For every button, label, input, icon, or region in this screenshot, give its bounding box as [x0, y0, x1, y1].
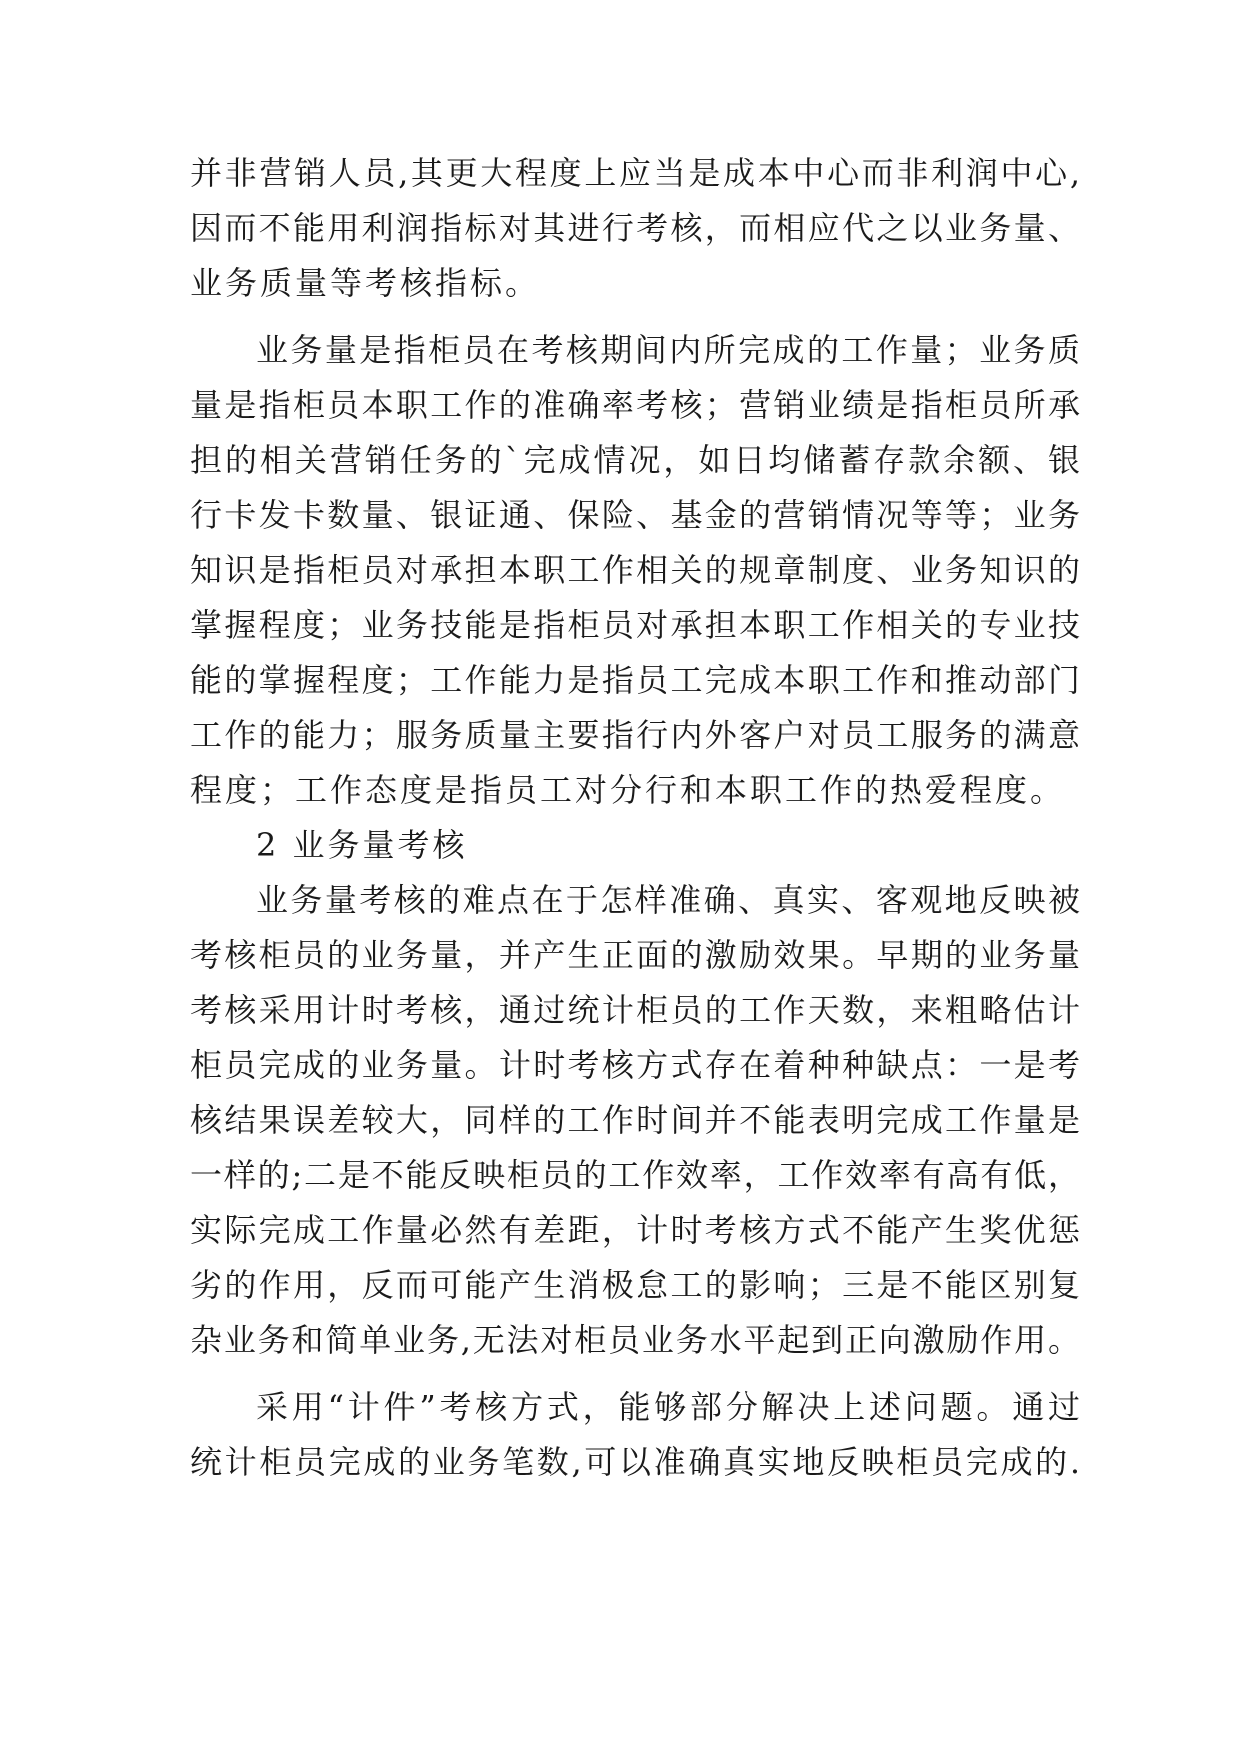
paragraph-2	[190, 323, 1080, 818]
section-title: 2 业务量考核	[256, 826, 468, 864]
text-line: 业务量是指柜员在考核期间内所完成的工作量；业务质	[256, 331, 1080, 369]
text-line: 采用“计件”考核方式，能够部分解决上述问题。通过	[256, 1388, 1080, 1426]
text-line: 掌握程度；业务技能是指柜员对承担本职工作相关的专业技	[190, 606, 1080, 644]
text-line: 考核柜员的业务量，并产生正面的激励效果。早期的业务量	[190, 936, 1080, 974]
text-line: 柜员完成的业务量。计时考核方式存在着种种缺点：一是考	[190, 1046, 1080, 1084]
paragraph-1	[190, 146, 1080, 311]
text-line: 担的相关营销任务的`完成情况，如日均储蓄存款余额、银	[190, 441, 1080, 479]
text-line: 行卡发卡数量、银证通、保险、基金的营销情况等等；业务	[190, 496, 1080, 534]
paragraph-gap	[190, 1368, 1080, 1380]
text-line: 核结果误差较大，同样的工作时间并不能表明完成工作量是	[190, 1101, 1080, 1139]
text-line: 考核采用计时考核，通过统计柜员的工作天数，来粗略估计	[190, 991, 1080, 1029]
text-line: 因而不能用利润指标对其进行考核，而相应代之以业务量、	[190, 209, 1080, 247]
text-line: 工作的能力；服务质量主要指行内外客户对员工服务的满意	[190, 716, 1080, 754]
paragraph-3	[190, 873, 1080, 1368]
text-line: 程度；工作态度是指员工对分行和本职工作的热爱程度。	[190, 771, 1066, 809]
text-line: 业务质量等考核指标。	[190, 264, 541, 302]
paragraph-gap	[190, 311, 1080, 323]
text-line: 统计柜员完成的业务笔数,可以准确真实地反映柜员完成的.	[190, 1443, 1080, 1481]
text-line: 业务量考核的难点在于怎样准确、真实、客观地反映被	[256, 881, 1080, 919]
text-line: 并非营销人员,其更大程度上应当是成本中心而非利润中心,	[190, 154, 1080, 192]
section-heading	[190, 818, 1080, 873]
paragraph-4	[190, 1380, 1080, 1490]
text-line: 知识是指柜员对承担本职工作相关的规章制度、业务知识的	[190, 551, 1080, 589]
text-line: 杂业务和简单业务,无法对柜员业务水平起到正向激励作用。	[190, 1321, 1080, 1359]
text-line: 实际完成工作量必然有差距，计时考核方式不能产生奖优惩	[190, 1211, 1080, 1249]
text-line: 能的掌握程度；工作能力是指员工完成本职工作和推动部门	[190, 661, 1080, 699]
text-line: 一样的;二是不能反映柜员的工作效率，工作效率有高有低，	[190, 1156, 1080, 1194]
text-line: 劣的作用，反而可能产生消极怠工的影响；三是不能区别复	[190, 1266, 1080, 1304]
text-line: 量是指柜员本职工作的准确率考核；营销业绩是指柜员所承	[190, 386, 1080, 424]
body-text	[190, 146, 1080, 1490]
